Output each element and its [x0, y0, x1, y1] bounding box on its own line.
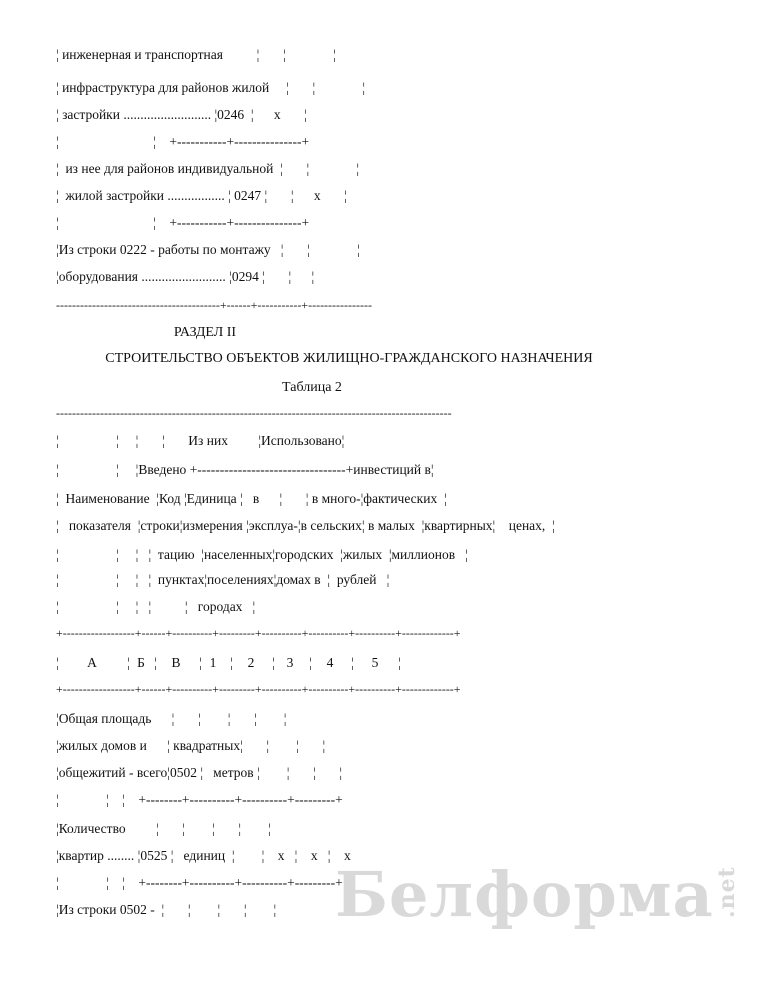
table-row: ¦ ¦ ¦ +--------+----------+----------+---------+: [56, 792, 343, 807]
column-code: Б: [137, 655, 145, 670]
separator-1: ¦ ¦ +-----------+---------------+: [56, 134, 310, 149]
table-row: ¦Количество ¦ ¦ ¦ ¦ ¦: [56, 821, 271, 836]
closing-rule: -----------------------------------------+------+-----------+----------------: [56, 298, 373, 312]
column-divider: ¦: [56, 655, 59, 670]
column-divider: ¦: [272, 655, 275, 670]
table-header-line: ¦ ¦ ¦ ¦ тацию ¦населенных¦городских ¦жилых ¦миллионов ¦: [56, 547, 468, 562]
column-divider: ¦: [199, 655, 202, 670]
column-divider: ¦: [398, 655, 401, 670]
table-row: ¦ ¦ ¦ +--------+----------+----------+---------+: [56, 875, 343, 890]
table-row: ¦Общая площадь ¦ ¦ ¦ ¦ ¦: [56, 711, 287, 726]
watermark-brand: Белформа: [335, 858, 714, 931]
table-header-line: ¦ показателя ¦строки¦измерения ¦эксплуа-¦в сельских¦ в малых ¦квартирных¦ ценах, ¦: [56, 518, 555, 533]
table-top-rule: ---------------------------------------------------------------------------------------------------: [56, 406, 452, 420]
column-divider: ¦: [309, 655, 312, 670]
watermark-logo: [335, 858, 766, 931]
table-row: ¦общежитий - всего¦0502 ¦ метров ¦ ¦ ¦ ¦: [56, 765, 343, 780]
separator-2: ¦ ¦ +-----------+---------------+: [56, 215, 310, 230]
table-row: ¦квартир ........ ¦0525 ¦ единиц ¦ ¦ х ¦ х ¦ х: [56, 848, 351, 863]
table-header-line: ¦ ¦ ¦Введено +---------------------------------+инвестиций в¦: [56, 462, 434, 477]
infra-line-1: ¦ инженерная и транспортная ¦ ¦ ¦: [56, 47, 336, 62]
table-row: ¦жилых домов и ¦ квадратных¦ ¦ ¦ ¦: [56, 738, 326, 753]
section-title: РАЗДЕЛ II: [173, 325, 237, 340]
infra-line-2: ¦ инфраструктура для районов жилой ¦ ¦ ¦: [56, 80, 366, 95]
column-code: 3: [286, 655, 294, 670]
watermark-tld: .net: [713, 866, 740, 918]
column-code: 1: [209, 655, 217, 670]
table-label: Таблица 2: [282, 380, 342, 395]
table-header-line: ¦ ¦ ¦ ¦ пунктах¦поселениях¦домах в ¦ рублей ¦: [56, 572, 390, 587]
table-header-line: ¦ ¦ ¦ ¦ Из них ¦Использовано¦: [56, 433, 345, 448]
individual-line-1: ¦ из нее для районов индивидуальной ¦ ¦ ¦: [56, 161, 360, 176]
header-rule-top: +------------------+------+----------+---------+----------+----------+----------+-------------+: [56, 626, 461, 640]
column-code: 4: [326, 655, 334, 670]
montage-line-1: ¦Из строки 0222 - работы по монтажу ¦ ¦ ¦: [56, 242, 360, 257]
column-divider: ¦: [351, 655, 354, 670]
table-header-line: ¦ Наименование ¦Код ¦Единица ¦ в ¦ ¦ в много-¦фактических ¦: [56, 491, 447, 506]
column-code: В: [171, 655, 181, 670]
column-divider: ¦: [127, 655, 130, 670]
montage-line-2: ¦оборудования ......................... ¦0294 ¦ ¦ ¦: [56, 269, 315, 284]
column-code: 5: [371, 655, 379, 670]
column-code: А: [87, 655, 97, 670]
column-divider: ¦: [230, 655, 233, 670]
table-row: ¦Из строки 0502 - ¦ ¦ ¦ ¦ ¦: [56, 902, 277, 917]
individual-line-2: ¦ жилой застройки ................. ¦ 0247 ¦ ¦ х ¦: [56, 188, 347, 203]
infra-line-3: ¦ застройки .......................... ¦0246 ¦ х ¦: [56, 107, 307, 122]
table-header-line: ¦ ¦ ¦ ¦ ¦ городах ¦: [56, 599, 256, 614]
header-rule-bottom: +------------------+------+----------+---------+----------+----------+----------+-------------+: [56, 682, 461, 696]
section-subtitle: СТРОИТЕЛЬСТВО ОБЪЕКТОВ ЖИЛИЩНО-ГРАЖДАНСКОГО НАЗНАЧЕНИЯ: [105, 351, 593, 366]
column-code: 2: [247, 655, 255, 670]
column-divider: ¦: [154, 655, 157, 670]
